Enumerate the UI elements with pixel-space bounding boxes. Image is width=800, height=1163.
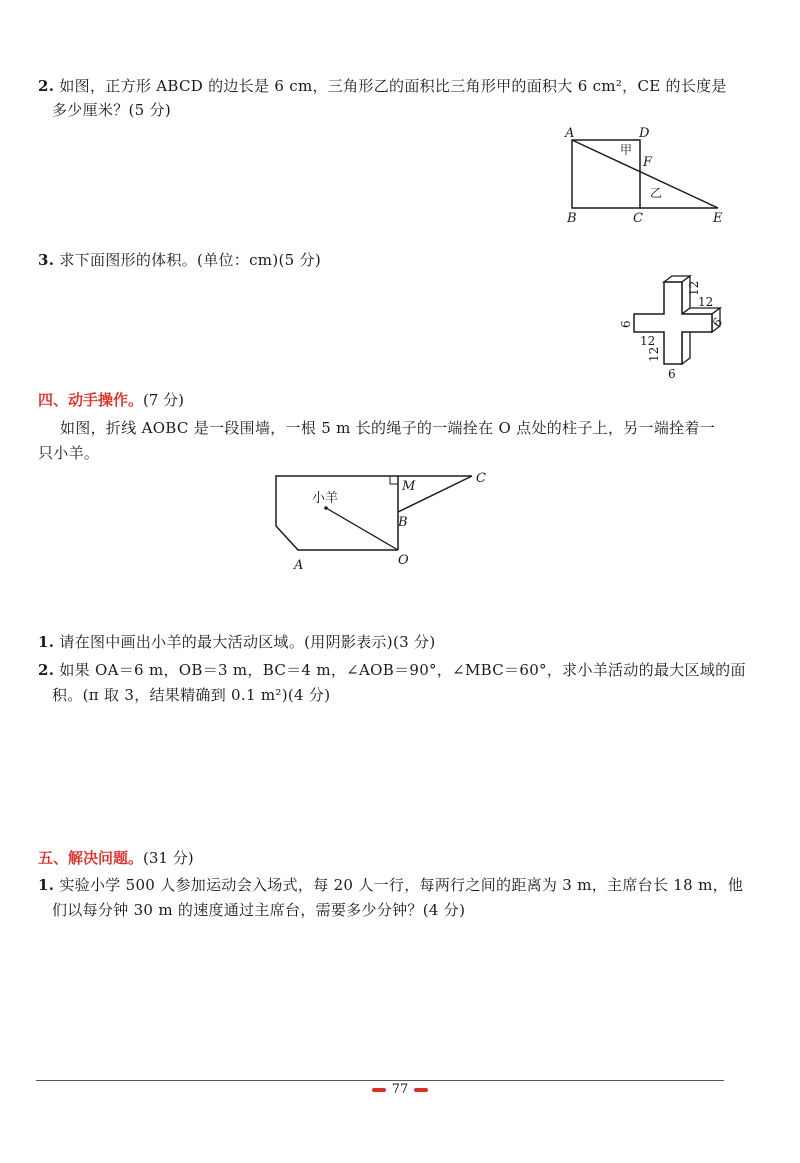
label-c-wall: C	[476, 471, 486, 486]
q2-text-1: 如图，正方形 ABCD 的边长是 6 cm，三角形乙的面积比三角形甲的面积大 6 cm²，CE 的长度是	[59, 77, 727, 95]
section-4-intro-1: 如图，折线 AOBC 是一段围墙，一根 5 m 长的绳子的一端拴在 O 点处的柱子上，另一端拴着一	[60, 419, 716, 437]
section-5-q1-number: 1.	[38, 876, 55, 894]
dim-top-12: 12	[687, 280, 701, 296]
label-sheep: 小羊	[312, 491, 339, 506]
label-f: F	[643, 155, 653, 170]
label-m: M	[402, 479, 416, 494]
section-4-q2-line-1	[38, 660, 746, 680]
section-4-points: (7 分)	[143, 391, 185, 409]
section-4-q1-number: 1.	[38, 633, 55, 651]
label-b: B	[567, 211, 577, 226]
page-dash-right	[414, 1088, 428, 1092]
label-jia: 甲	[620, 143, 633, 157]
rope	[326, 508, 398, 550]
section-5-q1-line-1	[38, 875, 743, 895]
dim-arm-12: 12	[698, 295, 714, 309]
cross-solid-figure	[612, 272, 730, 382]
sheep-point	[324, 506, 328, 510]
dim-left-12: 12	[640, 334, 656, 348]
wall-sheep-figure	[262, 466, 502, 576]
square-triangle-figure	[560, 124, 740, 224]
section-4-q1	[38, 632, 435, 652]
page-dash-left	[372, 1088, 386, 1092]
label-e: E	[713, 211, 723, 226]
label-b-wall: B	[398, 515, 408, 530]
page-number	[0, 1081, 800, 1099]
q2-text-2: 多少厘米？(5 分)	[52, 101, 172, 119]
label-d: D	[639, 126, 650, 141]
q3-number: 3.	[38, 251, 55, 269]
label-yi: 乙	[650, 186, 663, 200]
q2-line-1	[38, 76, 727, 96]
q3-text-1: 求下面图形的体积。(单位：cm)(5 分)	[59, 251, 321, 269]
section-5-q1-text-1: 实验小学 500 人参加运动会入场式，每 20 人一行，每两行之间的距离为 3 m，主席台长 18 m，他	[59, 876, 744, 894]
right-angle-mark	[390, 476, 398, 484]
label-c: C	[633, 211, 643, 226]
section-4-intro-2: 只小羊。	[38, 444, 100, 462]
section-4-title: 四、动手操作。	[38, 391, 144, 409]
section-5-q1-text-2: 们以每分钟 30 m 的速度通过主席台，需要多少分钟？(4 分)	[52, 901, 466, 919]
section-4-q2-text-1: 如果 OA＝6 m，OB＝3 m，BC＝4 m，∠AOB＝90°，∠MBC＝60°，求小羊活动的最大区域的面	[59, 661, 746, 679]
dim-left-6: 6	[619, 320, 633, 328]
label-o: O	[398, 553, 409, 568]
section-5-points: (31 分)	[143, 849, 194, 867]
label-a-wall: A	[294, 558, 304, 573]
dim-depth-6: 6	[709, 315, 726, 330]
section-4-q2-number: 2.	[38, 661, 55, 679]
segment-ae	[572, 140, 718, 208]
section-5-title: 五、解决问题。	[38, 849, 144, 867]
q2-number: 2.	[38, 77, 55, 95]
section-4-heading	[38, 390, 184, 410]
page-number-text: 77	[391, 1082, 409, 1097]
label-a: A	[565, 126, 575, 141]
section-4-q1-text: 请在图中画出小羊的最大活动区域。(用阴影表示)(3 分)	[59, 633, 436, 651]
section-5-heading	[38, 848, 194, 868]
dim-bottom-12: 12	[647, 346, 661, 362]
section-4-q2-text-2: 积。(π 取 3，结果精确到 0.1 m²)(4 分)	[52, 686, 331, 704]
q3-line-1	[38, 250, 321, 270]
dim-bottom-6: 6	[668, 367, 676, 381]
